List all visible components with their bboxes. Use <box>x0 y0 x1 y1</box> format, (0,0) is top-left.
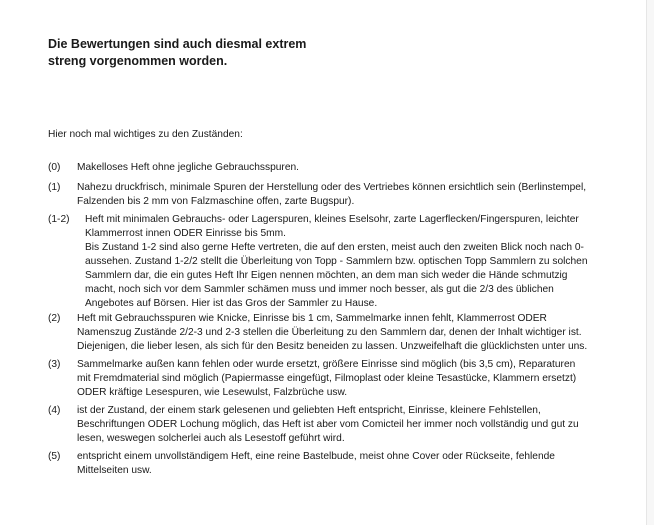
condition-code: (1-2) <box>48 214 70 225</box>
condition-line: Angebotes auf Börsen. Hier ist das Gros der Sammler zu Hause. <box>85 298 378 309</box>
heading-line-2: streng vorgenommen worden. <box>48 54 228 68</box>
condition-line: Diejenigen, die lieber lesen, als sich für den Besitz beneiden zu lassen. Unzweifelhaft die glücklichsten unter uns. <box>77 341 588 352</box>
condition-line: ist der Zustand, der einem stark gelesenen und geliebten Heft entspricht, Einrisse, kleinere Fehlstellen, <box>77 405 541 416</box>
condition-line: Sammlern dar, die ein gutes Heft Ihr Eigen nennen möchten, an dem man sich weder die Hände schmutzig <box>85 270 568 281</box>
condition-line: Mittelseiten usw. <box>77 465 152 476</box>
condition-line: Namenszug Zustände 2/2-3 und 2-3 stellen die Überleitung zu den Sammlern dar, denen der Inhalt wichtiger ist. <box>77 327 582 338</box>
condition-code: (0) <box>48 162 61 173</box>
condition-line: lesen, weswegen solcherlei auch als Lesestoff geführt wird. <box>77 433 345 444</box>
condition-description <box>85 213 645 311</box>
condition-line: Beschriftungen ODER Lochung möglich, das Heft ist aber vom Comicteil her immer noch vollständig und gut zu <box>77 419 579 430</box>
page-heading <box>48 36 306 70</box>
condition-line: Nahezu druckfrisch, minimale Spuren der Herstellung oder des Vertriebes können ersichtlich sein (Berlinstempel, <box>77 182 587 193</box>
condition-code: (1) <box>48 182 61 193</box>
condition-line: Klammerrost innen ODER Einrisse bis 5mm. <box>85 228 286 239</box>
condition-code: (4) <box>48 405 61 416</box>
condition-description <box>77 181 637 209</box>
condition-code: (5) <box>48 451 61 462</box>
condition-line: Heft mit minimalen Gebrauchs- oder Lagerspuren, kleines Eselsohr, zarte Lagerflecken/Fingerspuren, leichter <box>85 214 579 225</box>
condition-line: Bis Zustand 1-2 sind also gerne Hefte vertreten, die auf den ersten, meist auch den zweiten Blick noch nach 0- <box>85 242 584 253</box>
condition-code: (3) <box>48 359 61 370</box>
page-edge <box>646 0 654 525</box>
condition-line: Makelloses Heft ohne jegliche Gebrauchsspuren. <box>77 162 299 173</box>
intro-text: Hier noch mal wichtiges zu den Zuständen: <box>48 129 243 140</box>
heading-line-1: Die Bewertungen sind auch diesmal extrem <box>48 37 307 51</box>
condition-line: Falzenden bis 2 mm von Falzmaschine offen, zarte Bugspur). <box>77 196 355 207</box>
condition-line: ODER kräftige Lesespuren, wie Lesewulst, Falzbrüche usw. <box>77 387 348 398</box>
condition-description <box>77 161 637 175</box>
condition-code: (2) <box>48 313 61 324</box>
condition-description <box>77 450 637 478</box>
condition-line: mit Fremdmaterial sind möglich (Papiermasse eingefügt, Filmoplast oder kleine Tesastücke, Klammern ersetzt) <box>77 373 577 384</box>
condition-line: macht, noch sich vor dem Sammler schämen muss und immer noch besser, als gut die 2/3 des üblichen <box>85 284 554 295</box>
condition-line: entspricht einem unvollständigem Heft, eine reine Bastelbude, meist ohne Cover oder Rückseite, fehlende <box>77 451 555 462</box>
condition-description <box>77 404 637 446</box>
condition-description <box>77 358 637 400</box>
condition-line: aussehen. Zustand 1-2/2 stellt die Überleitung von Topp - Sammlern bzw. optischen Topp Sammlern zu solchen <box>85 256 588 267</box>
condition-line: Heft mit Gebrauchsspuren wie Knicke, Einrisse bis 1 cm, Sammelmarke innen fehlt, Klammerrost ODER <box>77 313 547 324</box>
condition-description <box>77 312 637 354</box>
condition-line: Sammelmarke außen kann fehlen oder wurde ersetzt, größere Einrisse sind möglich (bis 3,5 cm), Reparaturen <box>77 359 576 370</box>
